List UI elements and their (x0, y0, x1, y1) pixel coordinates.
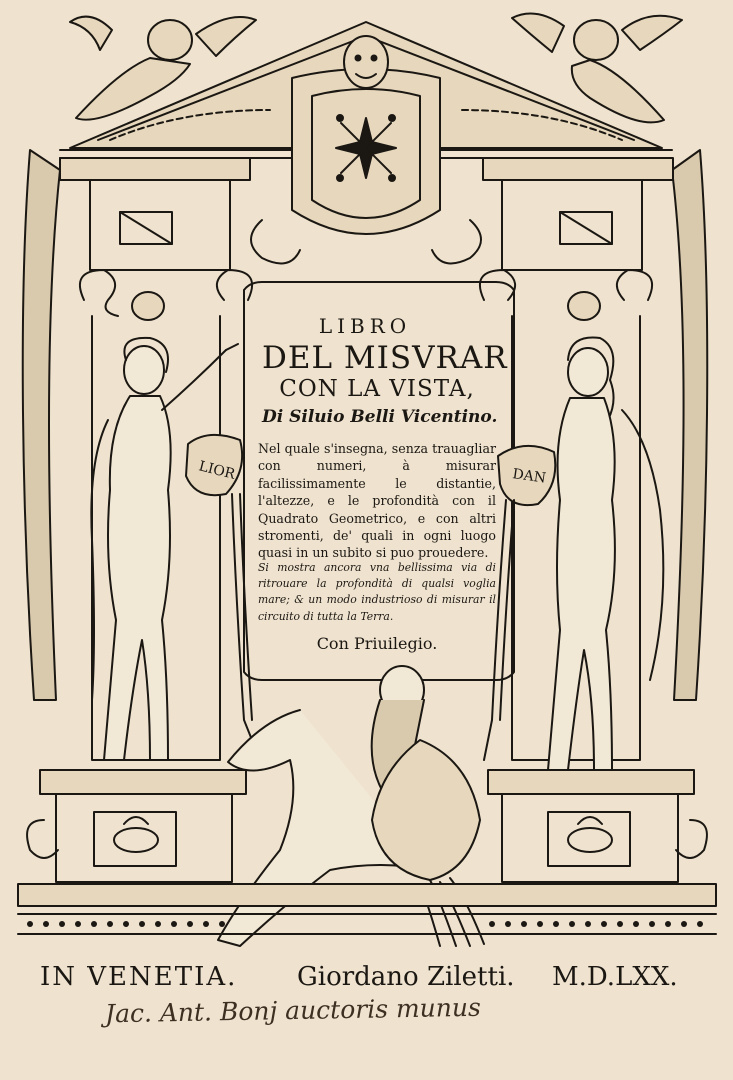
handwritten-inscription: Jac. Ant. Bonj auctoris munus (104, 992, 482, 1029)
title-word-libro: LIBRO (318, 314, 412, 338)
description-paragraph: Nel quale s'insegna, senza trauagliar con numeri, à misurar facilissimamente le distantie, l'altezze, e le profondità con il Quadrato Geometrico, e con altri stromenti, de' quali in ogni luogo quasi in un subito si puo prouedere. (258, 441, 496, 561)
title-line-2: CON LA VISTA, (279, 376, 475, 402)
left-scroll-label: LIOR (197, 458, 237, 483)
right-scroll-label: DAN (511, 466, 547, 487)
author-line: Di Siluio Belli Vicentino. (262, 407, 498, 427)
imprint-year: M.D.LXX. (552, 962, 678, 992)
privilege-line: Con Priuilegio. (316, 634, 438, 653)
title-line-1: DEL MISVRAR (262, 340, 508, 376)
imprint-printer: Giordano Ziletti. (297, 962, 515, 992)
italic-note-paragraph: Si mostra ancora vna bellissima via di ritrouare la profondità di qualsi voglia mare; & un modo industrioso di misurar il circuito di tutta la Terra. (258, 561, 496, 623)
imprint-place: IN VENETIA. (40, 962, 238, 992)
bead-moulding (27, 921, 703, 927)
